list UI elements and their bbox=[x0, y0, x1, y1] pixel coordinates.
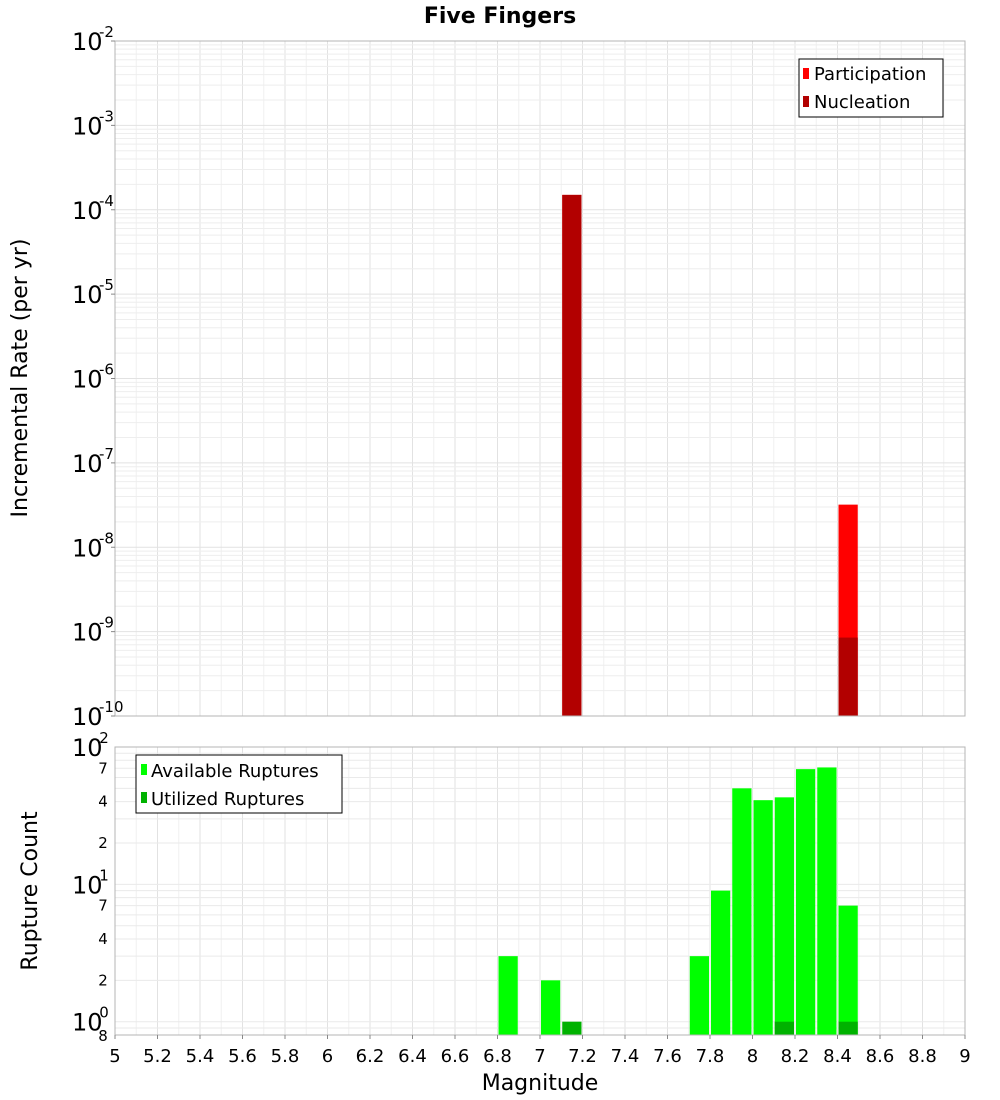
x-axis-label: Magnitude bbox=[481, 1071, 599, 1096]
legend-label-participation: Participation bbox=[814, 64, 927, 85]
top-y-tick-base-1: 10 bbox=[72, 618, 103, 647]
top-y-tick-exp-8: -2 bbox=[99, 23, 114, 41]
x-tick-label-17: 8.4 bbox=[823, 1046, 852, 1067]
x-tick-label-6: 6.2 bbox=[355, 1046, 385, 1067]
top-legend bbox=[799, 59, 943, 117]
bottom-bar-1-2 bbox=[839, 1022, 858, 1035]
bottom-y-axis-label: Rupture Count bbox=[18, 811, 43, 971]
x-tick-label-1: 5.2 bbox=[143, 1046, 172, 1067]
x-tick-label-0: 5 bbox=[109, 1046, 121, 1067]
top-y-tick-exp-0: -10 bbox=[99, 698, 124, 716]
bottom-y-minor-label-0: 8 bbox=[98, 1027, 108, 1045]
bottom-y-tick-base-0: 10 bbox=[72, 1008, 103, 1037]
bottom-bar-0-5 bbox=[754, 800, 773, 1035]
top-bar-1-0 bbox=[562, 195, 581, 716]
top-grid bbox=[115, 41, 965, 716]
top-y-tick-exp-5: -5 bbox=[99, 276, 114, 295]
bottom-bar-0-0 bbox=[499, 956, 518, 1035]
bottom-bar-0-8 bbox=[817, 767, 836, 1035]
x-tick-label-5: 6 bbox=[321, 1046, 334, 1067]
top-y-tick-base-3: 10 bbox=[72, 449, 103, 478]
top-y-tick-exp-7: -3 bbox=[99, 107, 114, 126]
x-tick-labels bbox=[109, 1035, 970, 1067]
top-y-tick-base-0: 10 bbox=[72, 703, 103, 731]
x-tick-label-2: 5.4 bbox=[185, 1046, 215, 1067]
bottom-y-minor-label-6: 7 bbox=[98, 759, 108, 778]
x-tick-label-9: 6.8 bbox=[483, 1046, 512, 1067]
bottom-bar-0-7 bbox=[796, 769, 815, 1035]
x-tick-label-14: 7.8 bbox=[695, 1046, 725, 1067]
bottom-legend bbox=[136, 755, 342, 813]
x-tick-label-11: 7.2 bbox=[568, 1046, 597, 1067]
top-y-tick-exp-2: -8 bbox=[99, 529, 114, 548]
legend-label-nucleation: Nucleation bbox=[814, 92, 911, 113]
top-y-axis-label: Incremental Rate (per yr) bbox=[8, 238, 33, 518]
bottom-y-tick-labels bbox=[72, 729, 109, 1045]
x-tick-label-3: 5.6 bbox=[228, 1046, 257, 1067]
top-y-tick-exp-4: -6 bbox=[99, 360, 114, 379]
bottom-y-tick-base-2: 10 bbox=[72, 734, 103, 762]
bottom-y-tick-exp-2: 2 bbox=[99, 729, 109, 747]
top-y-tick-base-2: 10 bbox=[72, 534, 103, 563]
legend-swatch-available bbox=[141, 764, 147, 775]
legend-swatch-nucleation bbox=[803, 96, 809, 107]
bottom-bar-1-0 bbox=[562, 1022, 581, 1035]
legend-label-available: Available Ruptures bbox=[151, 761, 319, 782]
bottom-bar-1-1 bbox=[775, 1022, 794, 1035]
top-y-tick-base-5: 10 bbox=[72, 281, 103, 310]
bottom-y-tick-exp-1: 1 bbox=[99, 866, 109, 885]
bottom-y-minor-label-4: 2 bbox=[98, 834, 108, 852]
top-bar-1-1 bbox=[839, 638, 858, 716]
bottom-bar-0-1 bbox=[541, 980, 560, 1035]
top-y-tick-base-7: 10 bbox=[72, 112, 103, 141]
chart-title: Five Fingers bbox=[423, 4, 577, 29]
legend-swatch-participation bbox=[803, 68, 809, 79]
x-tick-label-18: 8.6 bbox=[865, 1046, 895, 1067]
top-y-tick-exp-1: -9 bbox=[99, 613, 114, 632]
x-tick-label-7: 6.4 bbox=[398, 1046, 427, 1067]
bottom-bar-0-4 bbox=[732, 788, 751, 1035]
x-tick-label-16: 8.2 bbox=[780, 1046, 810, 1067]
top-y-tick-base-4: 10 bbox=[72, 365, 103, 394]
bottom-y-minor-label-5: 4 bbox=[98, 792, 108, 811]
top-y-tick-exp-3: -7 bbox=[99, 444, 114, 463]
x-tick-label-13: 7.6 bbox=[653, 1046, 682, 1067]
x-tick-label-20: 9 bbox=[959, 1046, 971, 1067]
x-tick-label-10: 7 bbox=[534, 1046, 546, 1067]
x-tick-label-12: 7.4 bbox=[610, 1046, 640, 1067]
bottom-y-tick-base-1: 10 bbox=[72, 871, 103, 900]
bottom-bar-0-2 bbox=[690, 956, 709, 1035]
top-y-tick-exp-6: -4 bbox=[99, 191, 114, 210]
top-y-tick-base-6: 10 bbox=[72, 196, 103, 225]
bottom-y-minor-label-2: 4 bbox=[98, 930, 108, 948]
x-tick-label-19: 8.8 bbox=[908, 1046, 937, 1067]
bottom-y-minor-label-3: 7 bbox=[98, 896, 108, 915]
bottom-bar-0-3 bbox=[711, 891, 730, 1035]
x-tick-label-8: 6.6 bbox=[440, 1046, 470, 1067]
bottom-bar-0-9 bbox=[839, 906, 858, 1035]
x-tick-label-15: 8 bbox=[746, 1046, 759, 1067]
bottom-bar-0-6 bbox=[775, 797, 794, 1035]
legend-swatch-utilized bbox=[141, 792, 147, 803]
legend-label-utilized: Utilized Ruptures bbox=[151, 789, 305, 810]
bottom-y-tick-exp-0: 0 bbox=[99, 1003, 109, 1022]
x-tick-label-4: 5.8 bbox=[270, 1046, 300, 1067]
top-y-tick-base-8: 10 bbox=[72, 28, 103, 56]
bottom-y-minor-label-1: 2 bbox=[98, 971, 108, 990]
